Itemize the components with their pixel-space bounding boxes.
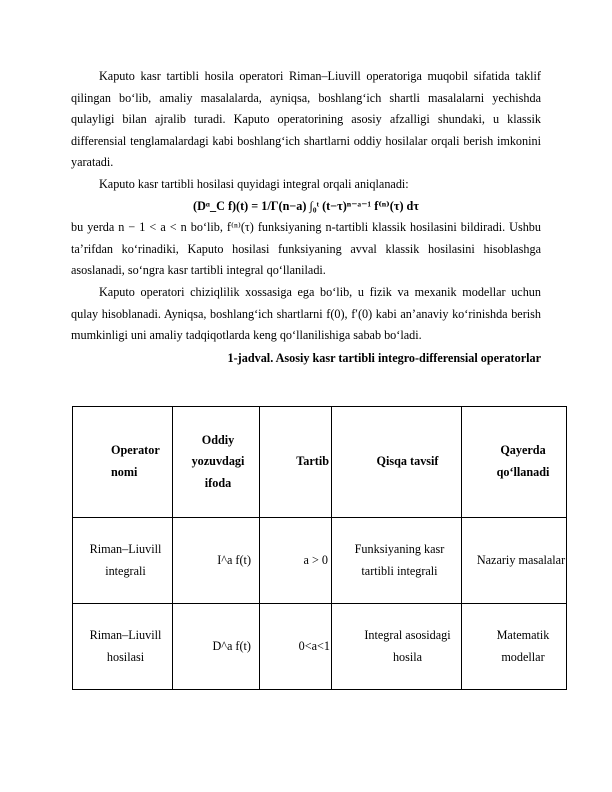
table-cell: Nazariy masalalar bbox=[462, 518, 567, 604]
header-cell: Tartib bbox=[260, 407, 332, 518]
table-cell: Funksiyaning kasr tartibli integrali bbox=[332, 518, 462, 604]
paragraph-intro: Kaputo kasr tartibli hosila operatori Riman–Liuvill operatoriga muqobil sifatida taklif qilingan bo‘lib, amaliy masalalarda, ayniqsa, boshlang‘ich shartli masalalarni yechishda qulayligi bilan ajralib turadi. Kaputo operatorining asosiy afzalligi shundaki, u klassik differensial tenglamalardagi kabi boshlang‘ich shartlarni oddiy hosilalar orqali berish imkonini yaratadi. bbox=[71, 69, 541, 170]
header-cell: Oddiy yozuvdagi ifoda bbox=[173, 407, 260, 518]
paragraph-properties: Kaputo operatori chiziqlilik xossasiga ega bo‘lib, u fizik va mexanik modellar uchun qulay hisoblanadi. Ayniqsa, boshlang‘ich shartlarni f(0), f′(0) kabi an’anaviy ko‘rinishda berish mumkinligi uni amaliy tadqiqotlarda keng qo‘llanilishiga sabab bo‘ladi. bbox=[71, 284, 541, 343]
table-cell: 0<a<1 bbox=[260, 604, 332, 690]
table-cell: Riman–Liuvill integrali bbox=[73, 518, 173, 604]
table-cell: D^a f(t) bbox=[173, 604, 260, 690]
table-cell: Matematik modellar bbox=[462, 604, 567, 690]
paragraph-explanation: bu yerda n − 1 < a < n bo‘lib, f⁽ⁿ⁾(τ) funksiyaning n-tartibli klassik hosilasini bildiradi. Ushbu ta’rifdan ko‘rinadiki, Kaputo hosilasi funksiyaning avval klassik hosilasini hisoblashga asoslanadi, so‘ngra kasr tartibli integral qo‘llaniladi. bbox=[71, 220, 541, 278]
table-row bbox=[73, 604, 567, 690]
table-caption: 1-jadval. Asosiy kasr tartibli integro-differensial operatorlar bbox=[227, 350, 541, 365]
header-cell: Operator nomi bbox=[73, 407, 173, 518]
table-header-row bbox=[73, 407, 567, 518]
document-body bbox=[71, 66, 541, 369]
caputo-formula: (Dᵅ_C f)(t) = 1/Γ(n−a) ∫₀ᵗ (t−τ)ⁿ⁻ᵃ⁻¹ f⁽ⁿ⁾(τ) dτ bbox=[193, 198, 419, 213]
table-cell: Integral asosidagi hosila bbox=[332, 604, 462, 690]
table-cell: I^a f(t) bbox=[173, 518, 260, 604]
table-cell: Riman–Liuvill hosilasi bbox=[73, 604, 173, 690]
header-cell: Qayerda qo‘llanadi bbox=[462, 407, 567, 518]
table-row bbox=[73, 518, 567, 604]
operators-table bbox=[72, 406, 567, 690]
header-cell: Qisqa tavsif bbox=[332, 407, 462, 518]
paragraph-definition-lead: Kaputo kasr tartibli hosilasi quyidagi integral orqali aniqlanadi: bbox=[99, 176, 409, 191]
table-cell: a > 0 bbox=[260, 518, 332, 604]
